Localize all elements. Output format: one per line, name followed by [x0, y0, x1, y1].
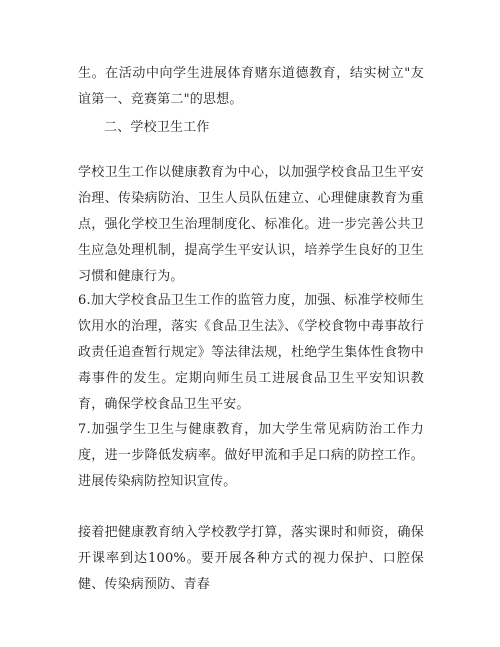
paragraph-health-education-curriculum: 接着把健康教育纳入学校教学打算，落实课时和师资，确保开课率到达100%。要开展各种方式的视力保护、口腔保健、传染病预防、青春 [78, 525, 424, 592]
section-heading-school-health: 二、学校卫生工作 [104, 120, 210, 135]
paragraph-intro-continuation: 生。在活动中向学生进展体育赌东道德教育，结实树立"友谊第一、竞赛第二"的思想。 [78, 66, 424, 107]
paragraph-item-6-food-safety: 6.加大学校食品卫生工作的监管力度，加强、标准学校师生饮用水的治理，落实《食品卫生法》、《学校食物中毒事故行政责任追查暂行规定》等法律法规，杜绝学生集体性食物中毒事件的发生。定期向师生员工进展食品卫生平安知识教育，确保学校食品卫生平安。 [78, 293, 424, 412]
paragraph-item-7-disease-prevention: 7.加强学生卫生与健康教育，加大学生常见病防治工作力度，进一步降低发病率。做好甲流和手足口病的防控工作。进展传染病防控知识宣传。 [78, 422, 424, 489]
paragraph-health-overview: 学校卫生工作以健康教育为中心，以加强学校食品卫生平安治理、传染病防治、卫生人员队伍建立、心理健康教育为重点，强化学校卫生治理制度化、标准化。进一步完善公共卫生应急处理机制，提高学生平安认识，培养学生良好的卫生习惯和健康行为。 [78, 165, 424, 284]
